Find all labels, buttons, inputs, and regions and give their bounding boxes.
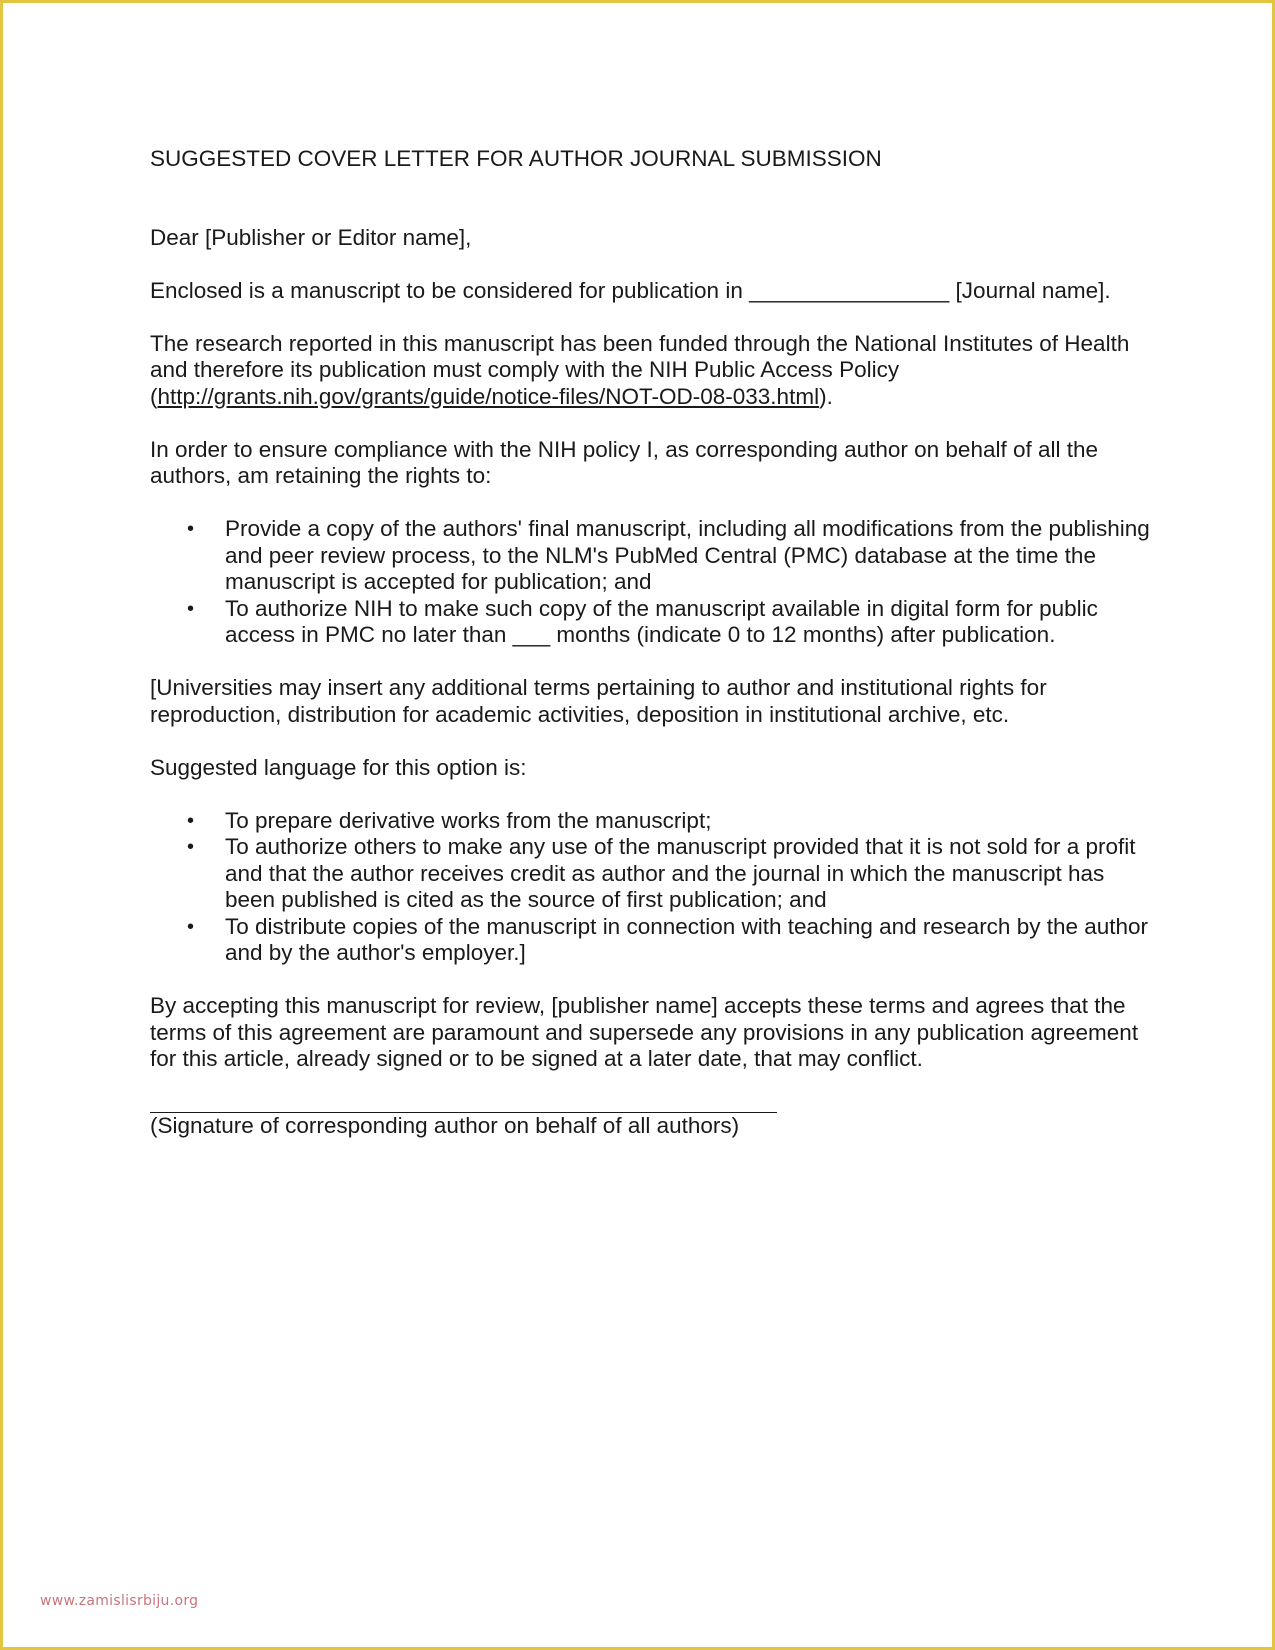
bullet-icon: • bbox=[187, 518, 195, 540]
options-list bbox=[150, 808, 1150, 967]
paragraph-suggested: Suggested language for this option is: bbox=[150, 754, 527, 780]
list-item-text: To authorize others to make any use of the manuscript provided that it is not sold for a profit and that the author receives credit as author and the journal in which the manuscript has been published is cited as the source of first publication; and bbox=[225, 834, 1136, 912]
policy-link[interactable]: http://grants.nih.gov/grants/guide/notice-files/NOT-OD-08-033.html bbox=[157, 383, 820, 409]
paragraph-enclosed: Enclosed is a manuscript to be considered for publication in ________________ [Journal name]. bbox=[150, 277, 1111, 303]
list-item bbox=[150, 808, 1150, 835]
paragraph-research-end: ). bbox=[819, 383, 833, 409]
paragraph-compliance: In order to ensure compliance with the NIH policy I, as corresponding author on behalf of all the authors, am retaining the rights to: bbox=[150, 436, 1099, 488]
list-item bbox=[150, 914, 1150, 967]
list-item-text: To distribute copies of the manuscript in connection with teaching and research by the author and by the author's employer.] bbox=[225, 913, 1149, 965]
list-item-text: To prepare derivative works from the manuscript; bbox=[225, 807, 712, 833]
letter-title: SUGGESTED COVER LETTER FOR AUTHOR JOURNAL SUBMISSION bbox=[150, 146, 882, 171]
bullet-icon: • bbox=[187, 915, 195, 938]
salutation: Dear [Publisher or Editor name], bbox=[150, 224, 472, 250]
list-item bbox=[150, 596, 1150, 649]
paragraph-research bbox=[150, 331, 1150, 411]
list-item-text: Provide a copy of the authors' final manuscript, including all modifications from the publishing and peer review process, to the NLM's PubMed Central (PMC) database at the time the manuscript is accepted for publication; and bbox=[225, 516, 1150, 594]
list-item-text: To authorize NIH to make such copy of the manuscript available in digital form for public access in PMC no later than ___ months (indicate 0 to 12 months) after publication. bbox=[225, 595, 1098, 647]
list-item bbox=[150, 834, 1150, 914]
paragraph-accepting: By accepting this manuscript for review, [publisher name] accepts these terms and agrees that the terms of this agreement are paramount and supersede any provisions in any publication agreement for this article, already signed or to be signed at a later date, that may conflict. bbox=[150, 993, 1139, 1071]
bullet-icon: • bbox=[187, 597, 195, 620]
watermark: www.zamislisrbiju.org bbox=[40, 1593, 199, 1609]
paragraph-universities: [Universities may insert any additional terms pertaining to author and institutional rights for reproduction, distribution for academic activities, deposition in institutional archive, etc. bbox=[150, 675, 1047, 727]
rights-list bbox=[150, 516, 1150, 649]
paragraph-research-text: The research reported in this manuscript has been funded through the National Institutes of Health and therefore its publication must comply with the NIH Public Access Policy ( bbox=[150, 330, 1130, 409]
signature-caption: (Signature of corresponding author on behalf of all authors) bbox=[150, 1113, 740, 1138]
letter-body bbox=[150, 146, 1150, 1140]
bullet-icon: • bbox=[187, 836, 195, 858]
list-item bbox=[150, 516, 1150, 596]
signature-line bbox=[150, 1099, 777, 1113]
bullet-icon: • bbox=[187, 809, 195, 832]
